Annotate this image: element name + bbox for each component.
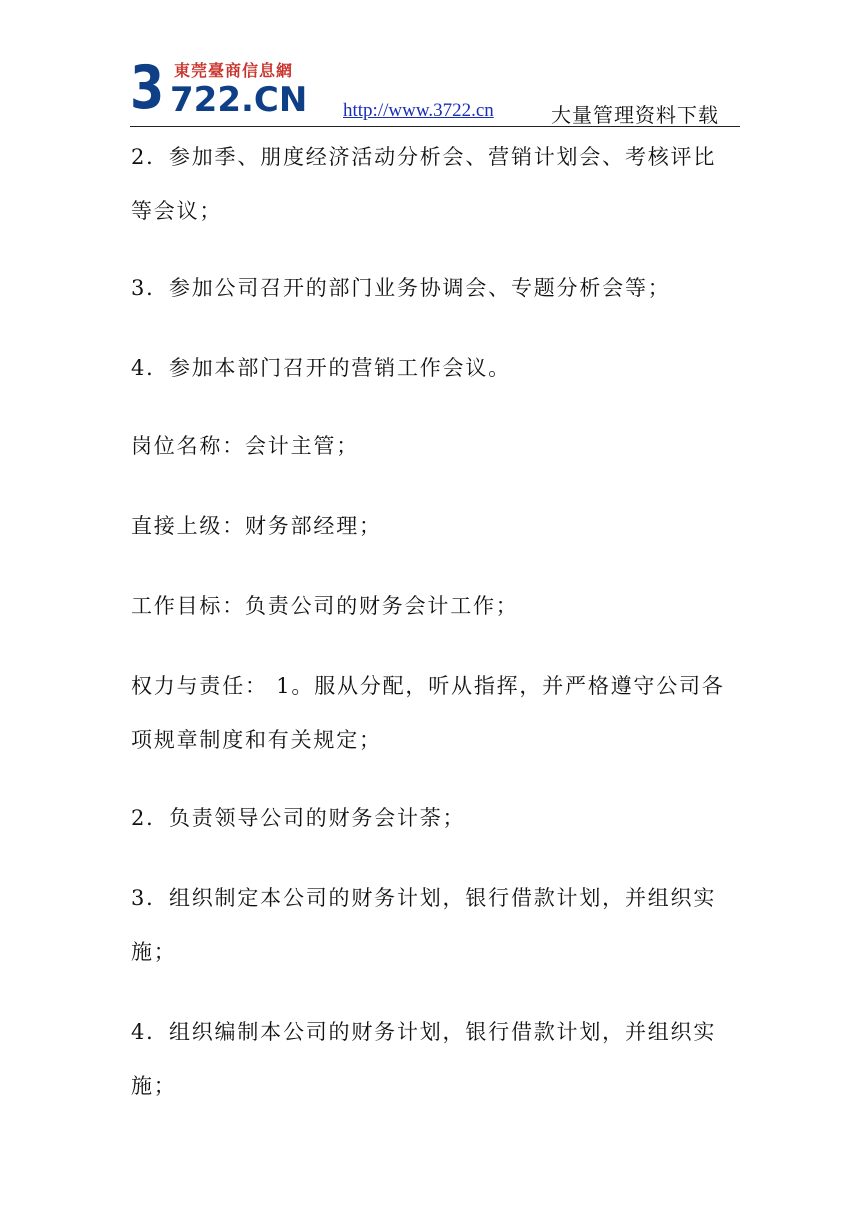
site-logo[interactable]	[130, 53, 330, 124]
logo-domain: 722.CN	[170, 80, 308, 120]
text-line: 4．组织编制本公司的财务计划，银行借款计划，并组织实	[131, 1020, 717, 1044]
header-divider	[130, 126, 740, 127]
site-url-link[interactable]: http://www.3722.cn	[343, 100, 494, 121]
text-line: 施；	[131, 1074, 177, 1098]
text-line: 2．参加季、朋度经济活动分析会、营销计划会、考核评比	[131, 145, 717, 169]
text-line: 施；	[131, 940, 177, 964]
logo-chinese-name: 東莞臺商信息網	[174, 61, 294, 80]
text-line: 直接上级：财务部经理；	[131, 514, 382, 538]
header-tagline: 大量管理资料下载	[551, 103, 719, 127]
text-line: 4．参加本部门召开的营销工作会议。	[131, 356, 511, 380]
text-line: 工作目标：负责公司的财务会计工作；	[131, 594, 519, 618]
text-line: 权力与责任： 1。服从分配，听从指挥，并严格遵守公司各	[131, 674, 725, 698]
text-line: 等会议；	[131, 199, 223, 223]
logo-digit: 3	[130, 53, 163, 123]
text-line: 3．组织制定本公司的财务计划，银行借款计划，并组织实	[131, 886, 717, 910]
text-line: 岗位名称：会计主管；	[131, 434, 359, 458]
text-line: 项规章制度和有关规定；	[131, 728, 382, 752]
text-line: 2．负责领导公司的财务会计荼；	[131, 806, 466, 830]
text-line: 3．参加公司召开的部门业务协调会、专题分析会等；	[131, 276, 671, 300]
page-header	[130, 52, 740, 128]
